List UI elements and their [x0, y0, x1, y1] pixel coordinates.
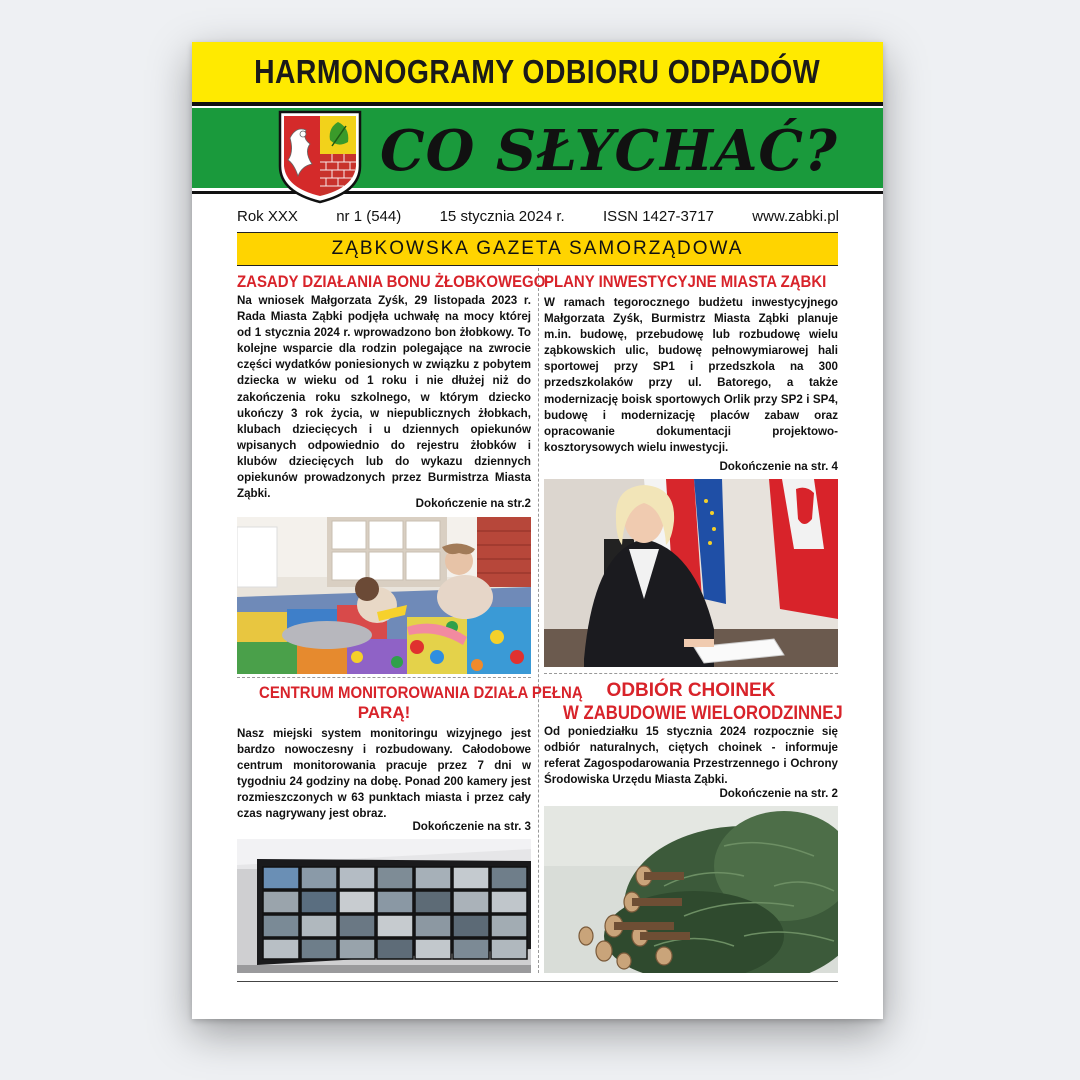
article-bon-continued-link[interactable]: Dokończenie na str.2: [415, 497, 531, 510]
issue-year: Rok XXX: [237, 208, 298, 225]
website-link[interactable]: www.zabki.pl: [752, 208, 839, 225]
photo-monitoring-center: [237, 839, 531, 973]
subtitle-banner: [237, 232, 838, 266]
issue-issn: ISSN 1427-3717: [603, 208, 714, 225]
photo-christmas-trees: [544, 806, 838, 973]
article-bon-body: Na wniosek Małgorzata Zyśk, 29 listopada 2023 r. Rada Miasta Ząbki podjęła uchwałę na mocy której od 1 stycznia 2024 r. wprowadzono bon żłobkowy. To kolejne wsparcie dla rodzin polegające na zwrocie części wydatków poniesionych w związku z pobytem dziecka w wieku od 1 roku i nie dłużej niż do zakończenia roku szkolnego, w którym dziecko ukończy 3 rok życia, w niepublicznych żłobkach, klubach dziecięcych i u dziennych opiekunów wpisanych odpowiednio do rejestru żłobków i klubów dziecięcych lub do wykazu dziennych opiekunów prowadzonych przez Burmistrza Miasta Ząbki.: [237, 294, 531, 501]
column-divider: [538, 268, 539, 973]
left-section-divider: [237, 677, 531, 678]
banner-divider: [192, 102, 883, 106]
article-plany-headline[interactable]: PLANY INWESTYCYJNE MIASTA ZĄBKI: [544, 272, 827, 291]
coat-of-arms-icon: [276, 108, 364, 204]
subtitle-text: ZĄBKOWSKA GAZETA SAMORZĄDOWA: [331, 238, 744, 259]
photo-mayor-at-desk: [544, 479, 838, 667]
bottom-rule: [237, 981, 838, 982]
newspaper-front-page: [192, 42, 883, 1019]
right-section-divider: [544, 673, 838, 674]
issue-date: 15 stycznia 2024 r.: [439, 208, 565, 225]
article-monitoring-continued-link[interactable]: Dokończenie na str. 3: [412, 820, 531, 833]
article-choinki-continued-link[interactable]: Dokończenie na str. 2: [719, 787, 838, 800]
photo-children-playing: [237, 517, 531, 674]
masthead-title: CO SŁYCHAĆ?: [380, 118, 838, 184]
article-monitoring-body: Nasz miejski system monitoringu wizyjnego jest bardzo nowoczesny i rozbudowany. Całodobowe centrum monitorowania pracuje przez 7 dni w tygodniu 24 godziny na dobę. Ponad 200 kamery jest rozmieszczonych w 63 punktach miasta i przez cały czas nagrywany jest obraz.: [237, 727, 531, 821]
article-choinki-body: Od poniedziałku 15 stycznia 2024 rozpocznie się odbiór naturalnych, ciętych choinek - informuje referat Zagospodarowania Przestrzennego i Ochrony Środowiska Urzędu Miasta Ząbki.: [544, 725, 838, 787]
top-banner-text: HARMONOGRAMY ODBIORU ODPADÓW: [254, 53, 821, 90]
article-choinki-headline[interactable]: ODBIÓR CHOINEK W ZABUDOWIE WIELORODZINNEJ: [563, 680, 843, 724]
issue-info-line: [237, 208, 839, 228]
article-monitoring-headline[interactable]: CENTRUM MONITOROWANIA DZIAŁA PEŁNĄ PARĄ!: [259, 683, 583, 722]
article-plany-body: W ramach tegorocznego budżetu inwestycyjnego Małgorzata Zyśk, Burmistrz Miasta Ząbki planuje m.in. budowę, przebudowę lub rozbudowę wielu ząbkowskich ulic, budowę pełnowymiarowej hali sportowej przy SP1 i przedszkola na 300 przedszkolaków przy ul. Batorego, a także modernizację boisk sportowych Orlik przy SP2 i SP4, budowę i modernizację placów zabaw oraz opracowanie dokumentacji projektowo-kosztorysowych wielu inwestycji.: [544, 296, 838, 454]
issue-number: nr 1 (544): [336, 208, 402, 225]
top-banner: [192, 42, 883, 102]
article-bon-headline[interactable]: ZASADY DZIAŁANIA BONU ŻŁOBKOWEGO: [237, 272, 546, 291]
article-plany-continued-link[interactable]: Dokończenie na str. 4: [719, 460, 838, 473]
